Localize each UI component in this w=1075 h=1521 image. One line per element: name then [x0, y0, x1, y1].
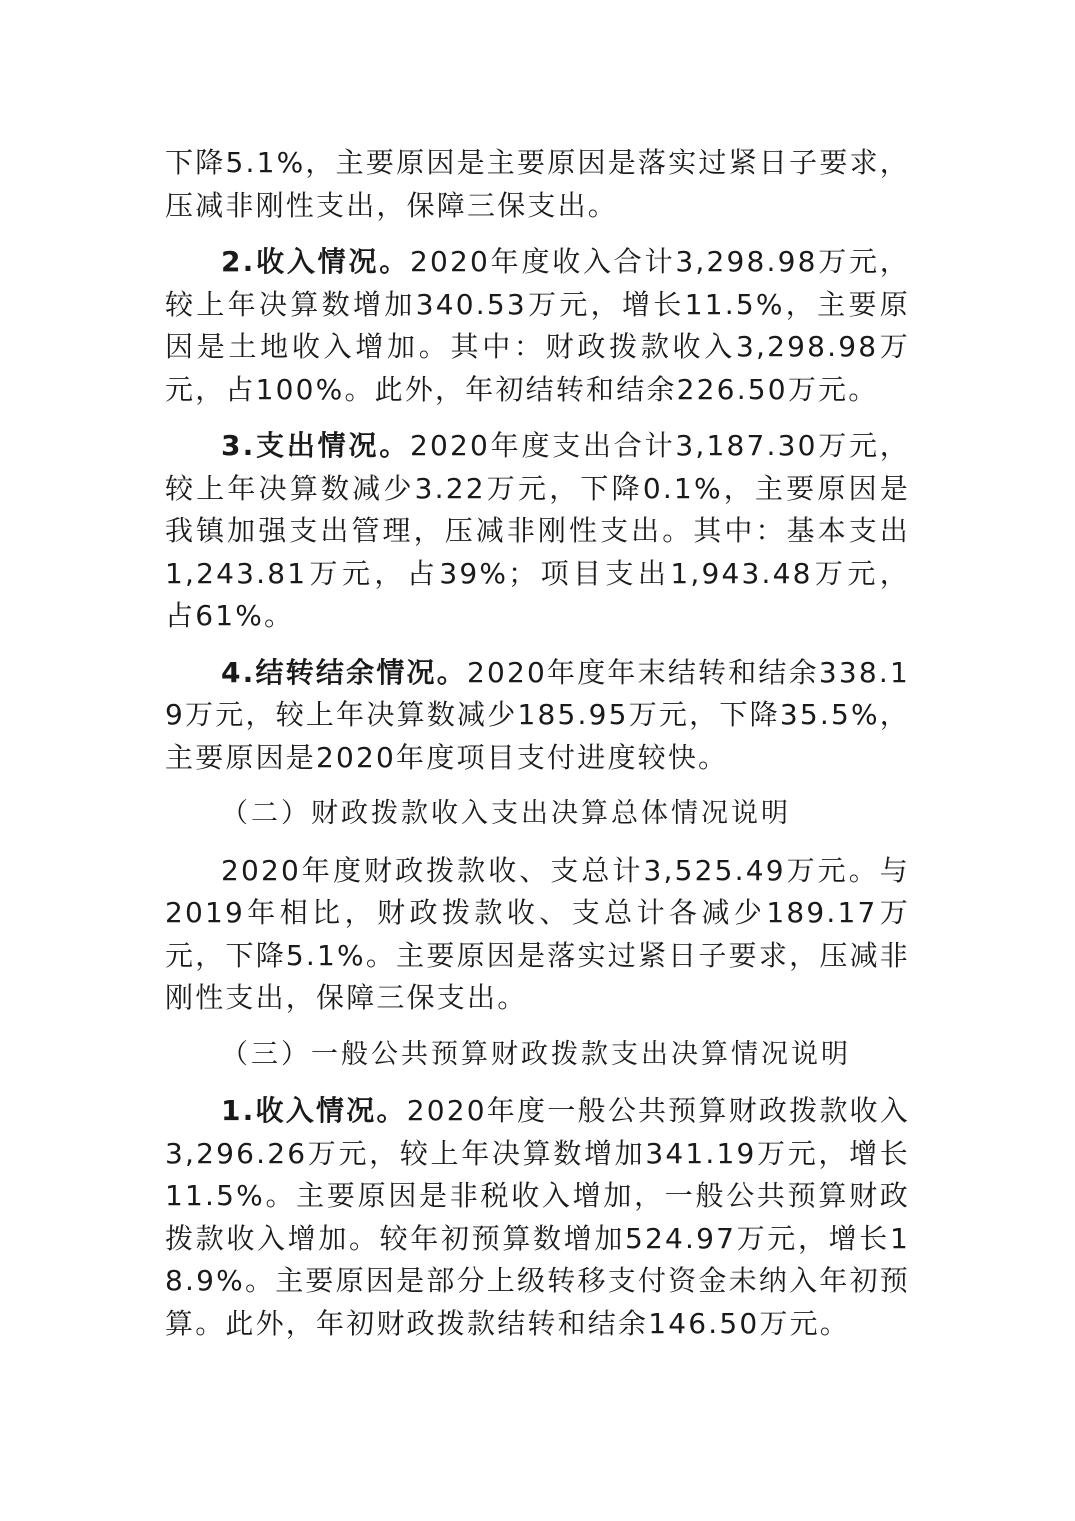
paragraph-income-situation	[165, 241, 910, 411]
paragraph-expenditure-situation	[165, 425, 910, 638]
paragraph-continued-decrease	[165, 142, 910, 227]
paragraph-carryover-situation	[165, 652, 910, 780]
paragraph-lead-heading: 2.收入情况。	[221, 245, 411, 278]
paragraph-text: 2020年度年末结转和结余338.19万元，较上年决算数减少185.95万元，下降35.5%，主要原因是2020年度项目支付进度较快。	[165, 655, 910, 774]
paragraph-text: 下降5.1%，主要原因是主要原因是落实过紧日子要求，压减非刚性支出，保障三保支出。	[165, 146, 910, 222]
paragraph-general-budget-income	[165, 1090, 910, 1345]
paragraph-text: 2020年度支出合计3,187.30万元，较上年决算数减少3.22万元，下降0.1%，主要原因是我镇加强支出管理，压减非刚性支出。其中：基本支出1,243.81万元，占39%；项目支出1,943.48万元，占61%。	[165, 429, 910, 632]
paragraph-text: 2020年度财政拨款收、支总计3,525.49万元。与2019年相比，财政拨款收、支总计各减少189.17万元，下降5.1%。主要原因是落实过紧日子要求，压减非刚性支出，保障三保支出。	[165, 853, 910, 1014]
paragraph-fiscal-appropriation-total	[165, 850, 910, 1020]
paragraph-lead-heading: 4.结转结余情况。	[221, 655, 467, 689]
paragraph-lead-heading: 3.支出情况。	[221, 429, 411, 462]
paragraph-lead-heading: 1.收入情况。	[221, 1094, 407, 1127]
document-body	[165, 142, 910, 1345]
paragraph-text: 2020年度收入合计3,298.98万元，较上年决算数增加340.53万元，增长11.5%，主要原因是土地收入增加。其中：财政拨款收入3,298.98万元，占100%。此外，年初结转和结余226.50万元。	[165, 245, 910, 406]
section-heading-fiscal-appropriation: （二）财政拨款收入支出决算总体情况说明	[221, 798, 791, 829]
section-heading-general-public-budget: （三）一般公共预算财政拨款支出决算情况说明	[221, 1038, 851, 1070]
paragraph-text: 2020年度一般公共预算财政拨款收入3,296.26万元，较上年决算数增加341.19万元，增长11.5%。主要原因是非税收入增加，一般公共预算财政拨款收入增加。较年初预算数增加524.97万元，增长18.9%。主要原因是部分上级转移支付资金未纳入年初预算。此外，年初财政拨款结转和结余146.50万元。	[165, 1094, 910, 1340]
